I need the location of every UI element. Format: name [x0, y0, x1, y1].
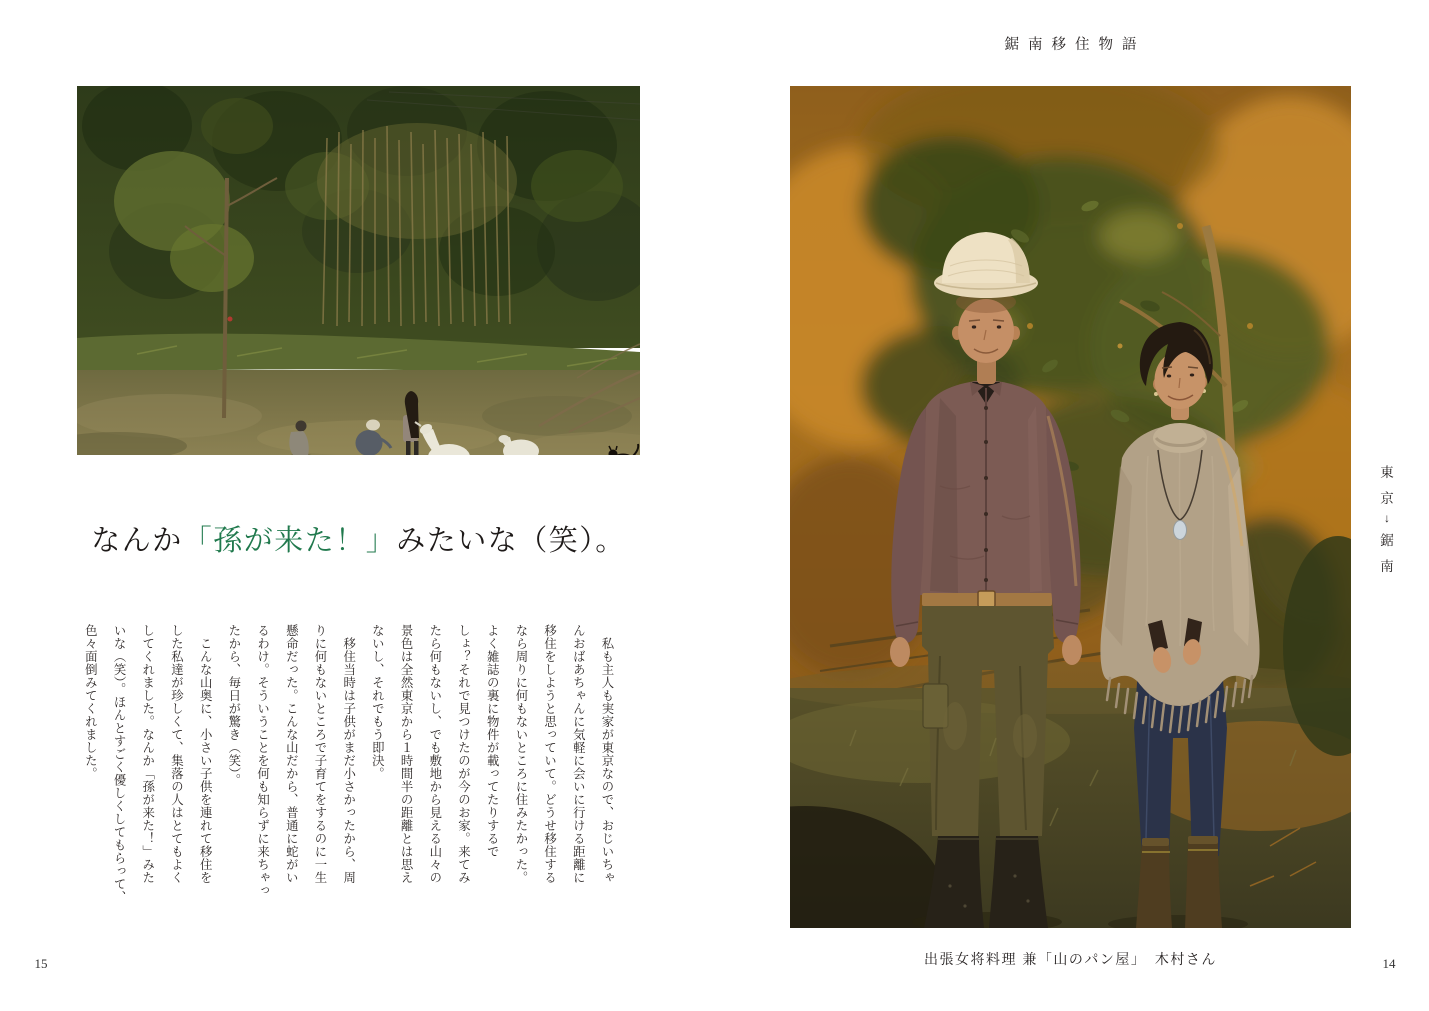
page-number-left: 15: [34, 956, 48, 971]
side-label-char: 南: [1380, 559, 1394, 574]
body-column: るわけ。そういうことを何も知らずに来ちゃっ: [255, 624, 270, 897]
body-column: 懸命だった。こんな山だから、普通に蛇がい: [284, 624, 299, 884]
side-label-char: 東: [1380, 465, 1394, 480]
man-hand-left: [890, 637, 910, 667]
headline-highlight: 「孫が来た！」: [182, 525, 397, 557]
side-label-char: 京: [1380, 491, 1394, 506]
side-label-tokyo-kyonan: [1376, 461, 1398, 575]
body-column: たから、毎日が驚き（笑）。: [226, 624, 241, 787]
necklace-pendant: [1174, 521, 1187, 540]
body-column: りに何もないところで子育てをするのに一生: [312, 624, 327, 884]
body-column: ないし、それでもう即決。: [370, 624, 385, 780]
camellia-flower: [228, 317, 233, 322]
body-column: した私達が珍しくて、集落の人はとてもよく: [169, 624, 184, 884]
body-column: よく雑誌の裏に物件が載ってたりするで: [485, 624, 500, 858]
forest-foliage: [82, 86, 640, 301]
couple-portrait-art: [790, 86, 1351, 928]
body-column: んおばあちゃんに気軽に会いに行ける距離に: [571, 624, 586, 884]
body-text: [75, 624, 621, 958]
woman-boot-left: [1136, 842, 1172, 928]
body-column: してくれました。なんか「孫が来た！」みた: [140, 624, 155, 884]
pull-quote-headline: [77, 520, 640, 562]
man-hand-right: [1062, 635, 1082, 665]
photo-caption: 出張女将料理 兼「山のパン屋」 木村さん: [924, 951, 1217, 967]
body-column: いな（笑）。ほんとすごく優しくしてもらって、: [112, 624, 127, 904]
body-column: こんな山奥に、小さい子供を連れて移住を: [198, 624, 213, 884]
page-number-right: 14: [1382, 956, 1396, 971]
down-arrow-icon: ↓: [1384, 511, 1390, 525]
body-column: 色々面倒みてくれました。: [83, 624, 98, 780]
body-column: たら何もないし、でも敷地から見える山々の: [427, 624, 442, 884]
woman-boot-right: [1185, 842, 1222, 928]
couple-portrait-photo: [790, 86, 1351, 928]
goats-field-photo-art: [77, 86, 640, 455]
body-column: 移住当時は子供がまだ小さかったから、周: [341, 624, 356, 884]
body-column: なら周りに何もないところに住みたかった。: [513, 624, 528, 884]
headline-text-pre: なんか: [91, 525, 183, 557]
woman-turtleneck-collar: [1153, 423, 1207, 453]
body-column: 私も主人も実家が東京なので、おじいちゃ: [600, 624, 614, 884]
headline-text-post: みたいな（笑）。: [396, 525, 626, 557]
running-header-title: 鋸南移住物語: [1004, 37, 1146, 53]
body-column: 景色は全然東京から１時間半の距離とは思え: [399, 624, 414, 884]
body-column: 移住をしようと思っていて。どうせ移住する: [542, 624, 557, 884]
body-column: しょ？それで見つけたのが今のお家。来てみ: [456, 624, 471, 884]
goats-field-photo: [77, 86, 640, 455]
side-label-char: 鋸: [1380, 533, 1394, 548]
